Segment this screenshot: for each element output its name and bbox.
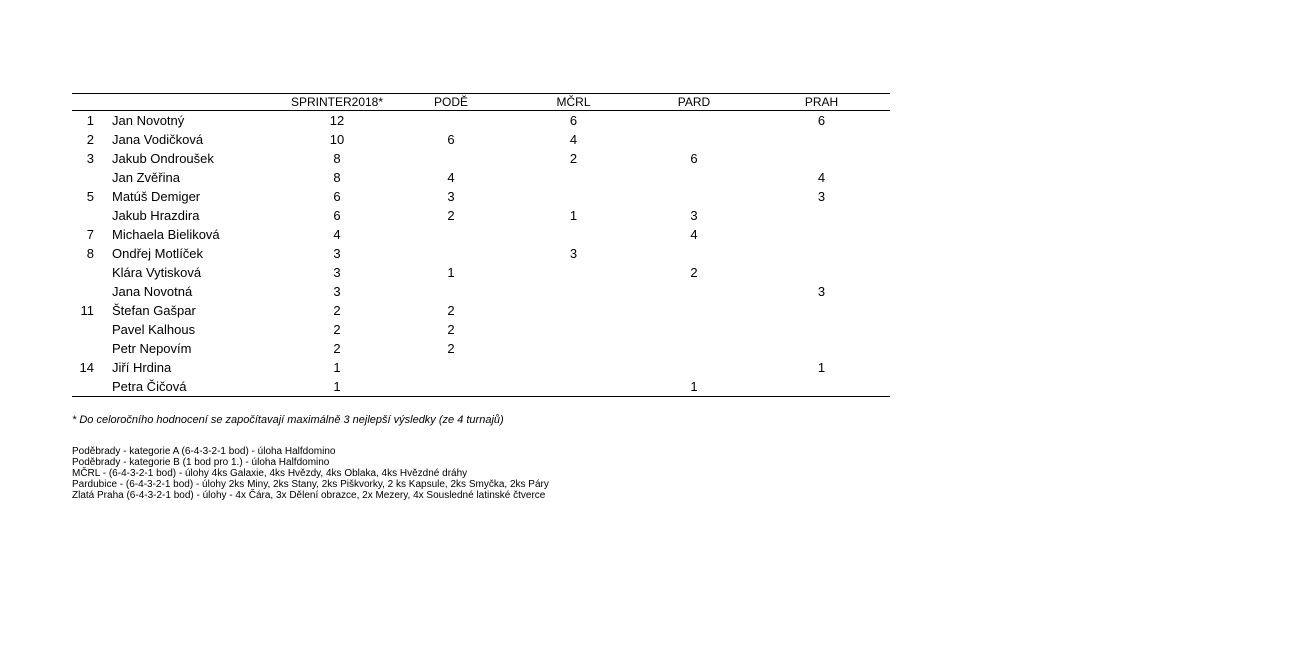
mcrl-cell (512, 320, 635, 339)
sprinter-cell: 2 (333, 341, 341, 356)
prah-cell (753, 301, 890, 320)
pode-cell (390, 244, 512, 263)
rank-cell: 8 (86, 246, 94, 261)
name-cell: Jiří Hrdina (112, 360, 172, 375)
pard-cell (635, 111, 753, 131)
rank-cell: 2 (86, 132, 94, 147)
name-cell: Jana Vodičková (112, 132, 204, 147)
sprinter-cell: 3 (333, 246, 341, 261)
rank-cell (72, 320, 108, 339)
sprinter-cell: 1 (284, 377, 390, 397)
mcrl-cell (512, 339, 635, 358)
prah-cell: 3 (817, 284, 826, 299)
rank-cell (72, 377, 108, 397)
pode-cell (390, 358, 512, 377)
pard-cell: 4 (690, 227, 698, 242)
name-cell: Ondřej Motlíček (112, 246, 204, 261)
mcrl-cell: 4 (569, 132, 578, 147)
name-cell: Petr Nepovím (112, 341, 192, 356)
pard-cell (635, 339, 753, 358)
sprinter-cell: 10 (329, 132, 345, 147)
results-table (72, 93, 890, 397)
mcrl-cell: 2 (569, 151, 578, 166)
pode-cell: 6 (447, 132, 455, 147)
pard-cell (635, 130, 753, 149)
rank-cell (72, 206, 108, 225)
prah-cell (753, 339, 890, 358)
header-row (72, 94, 890, 111)
note-line: Poděbrady - kategorie A (6-4-3-2-1 bod) - úloha Halfdomino (72, 446, 336, 457)
prah-cell (753, 320, 890, 339)
pard-cell: 3 (690, 208, 698, 223)
pard-cell: 1 (635, 377, 753, 397)
prah-cell (753, 244, 890, 263)
header-name (108, 94, 284, 111)
prah-cell (753, 149, 890, 168)
table-row (72, 225, 890, 244)
sprinter-cell: 8 (333, 170, 341, 185)
note-line: Zlatá Praha (6-4-3-2-1 bod) - úlohy - 4x Čára, 3x Dělení obrazce, 2x Mezery, 4x Sousledné latinské čtverce (72, 490, 546, 501)
mcrl-cell (512, 263, 635, 282)
rank-cell: 3 (86, 151, 94, 166)
pard-cell: 6 (690, 151, 698, 166)
sprinter-cell: 3 (333, 284, 341, 299)
name-cell: Jakub Ondroušek (112, 151, 214, 166)
rank-cell (72, 263, 108, 282)
mcrl-cell (512, 301, 635, 320)
pard-cell (635, 244, 753, 263)
sprinter-cell: 6 (333, 189, 341, 204)
pard-cell (635, 168, 753, 187)
prah-cell: 1 (817, 360, 826, 375)
name-cell: Jana Novotná (112, 284, 193, 299)
prah-cell (753, 377, 890, 397)
name-cell: Jan Zvěřina (112, 170, 180, 185)
sprinter-cell: 6 (333, 208, 341, 223)
sprinter-cell: 12 (329, 113, 345, 128)
rank-cell (72, 282, 108, 301)
pard-cell: 2 (690, 265, 698, 280)
note-line: Pardubice - (6-4-3-2-1 bod) - úlohy 2ks Miny, 2ks Stany, 2ks Piškvorky, 2 ks Kapsule, 2ks Smyčka, 2ks Páry (72, 479, 549, 490)
table-row (72, 358, 890, 377)
name-cell: Štefan Gašpar (112, 303, 196, 318)
sprinter-cell: 4 (333, 227, 341, 242)
header-rank (72, 94, 108, 111)
pode-cell (390, 149, 512, 168)
table-row (72, 149, 890, 168)
prah-cell (753, 206, 890, 225)
table-row (72, 187, 890, 206)
rank-cell (72, 339, 108, 358)
pode-cell: 2 (447, 322, 455, 337)
pode-cell: 3 (447, 189, 455, 204)
sprinter-cell: 2 (333, 303, 341, 318)
name-cell: Klára Vytisková (112, 265, 202, 280)
header-prah: PRAH (753, 94, 890, 111)
name-cell: Petra Čičová (108, 377, 284, 397)
table-row (72, 301, 890, 320)
header-pard: PARD (635, 94, 753, 111)
table-row (72, 206, 890, 225)
pode-cell: 4 (447, 170, 455, 185)
mcrl-cell (512, 168, 635, 187)
pard-cell (635, 320, 753, 339)
note-line: Poděbrady - kategorie B (1 bod pro 1.) - úloha Halfdomino (72, 457, 330, 468)
pode-cell: 1 (447, 265, 455, 280)
header-mcrl: MČRL (512, 94, 635, 111)
note-line: MČRL - (6-4-3-2-1 bod) - úlohy 4ks Galaxie, 4ks Hvězdy, 4ks Oblaka, 4ks Hvězdné dráhy (72, 468, 468, 479)
footnote: * Do celoročního hodnocení se započítavají maximálně 3 nejlepší výsledky (ze 4 turnajů) (72, 414, 504, 426)
name-cell: Pavel Kalhous (112, 322, 196, 337)
pode-cell: 2 (447, 303, 455, 318)
pode-cell (390, 111, 512, 131)
sprinter-cell: 2 (333, 322, 341, 337)
sprinter-cell: 1 (333, 360, 341, 375)
rank-cell: 11 (80, 303, 94, 318)
prah-cell: 3 (817, 189, 826, 204)
mcrl-cell (512, 187, 635, 206)
rank-cell (72, 168, 108, 187)
rank-cell: 14 (79, 360, 94, 375)
sprinter-cell: 8 (333, 151, 341, 166)
table-row (72, 377, 890, 397)
mcrl-cell (512, 377, 635, 397)
scoring-notes (72, 446, 549, 501)
sprinter-cell: 3 (333, 265, 341, 280)
pode-cell: 2 (447, 341, 455, 356)
mcrl-cell: 1 (569, 208, 578, 223)
table-row (72, 244, 890, 263)
rank-cell: 5 (86, 189, 94, 204)
prah-cell: 4 (817, 170, 826, 185)
pode-cell: 2 (447, 208, 455, 223)
pard-cell (635, 301, 753, 320)
mcrl-cell: 6 (569, 113, 578, 128)
table-row (72, 282, 890, 301)
table-row (72, 320, 890, 339)
pode-cell (390, 282, 512, 301)
prah-cell (753, 225, 890, 244)
name-cell: Michaela Bieliková (112, 227, 220, 242)
table-row (72, 339, 890, 358)
table-row (72, 130, 890, 149)
name-cell: Jan Novotný (112, 113, 185, 128)
rank-cell: 7 (86, 227, 94, 242)
mcrl-cell (512, 282, 635, 301)
mcrl-cell (512, 225, 635, 244)
pode-cell (390, 377, 512, 397)
pode-cell (390, 225, 512, 244)
pard-cell (635, 282, 753, 301)
table-row (72, 263, 890, 282)
table-row (72, 111, 890, 131)
name-cell: Jakub Hrazdira (112, 208, 200, 223)
rank-cell: 1 (86, 113, 94, 128)
mcrl-cell (512, 358, 635, 377)
prah-cell: 6 (817, 113, 826, 128)
pard-cell (635, 187, 753, 206)
prah-cell (753, 263, 890, 282)
table-row (72, 168, 890, 187)
prah-cell (753, 130, 890, 149)
mcrl-cell: 3 (569, 246, 578, 261)
pard-cell (635, 358, 753, 377)
header-sprinter: SPRINTER2018* (284, 94, 390, 111)
header-pode: PODĚ (390, 94, 512, 111)
name-cell: Matúš Demiger (112, 189, 201, 204)
results-body (72, 111, 890, 397)
